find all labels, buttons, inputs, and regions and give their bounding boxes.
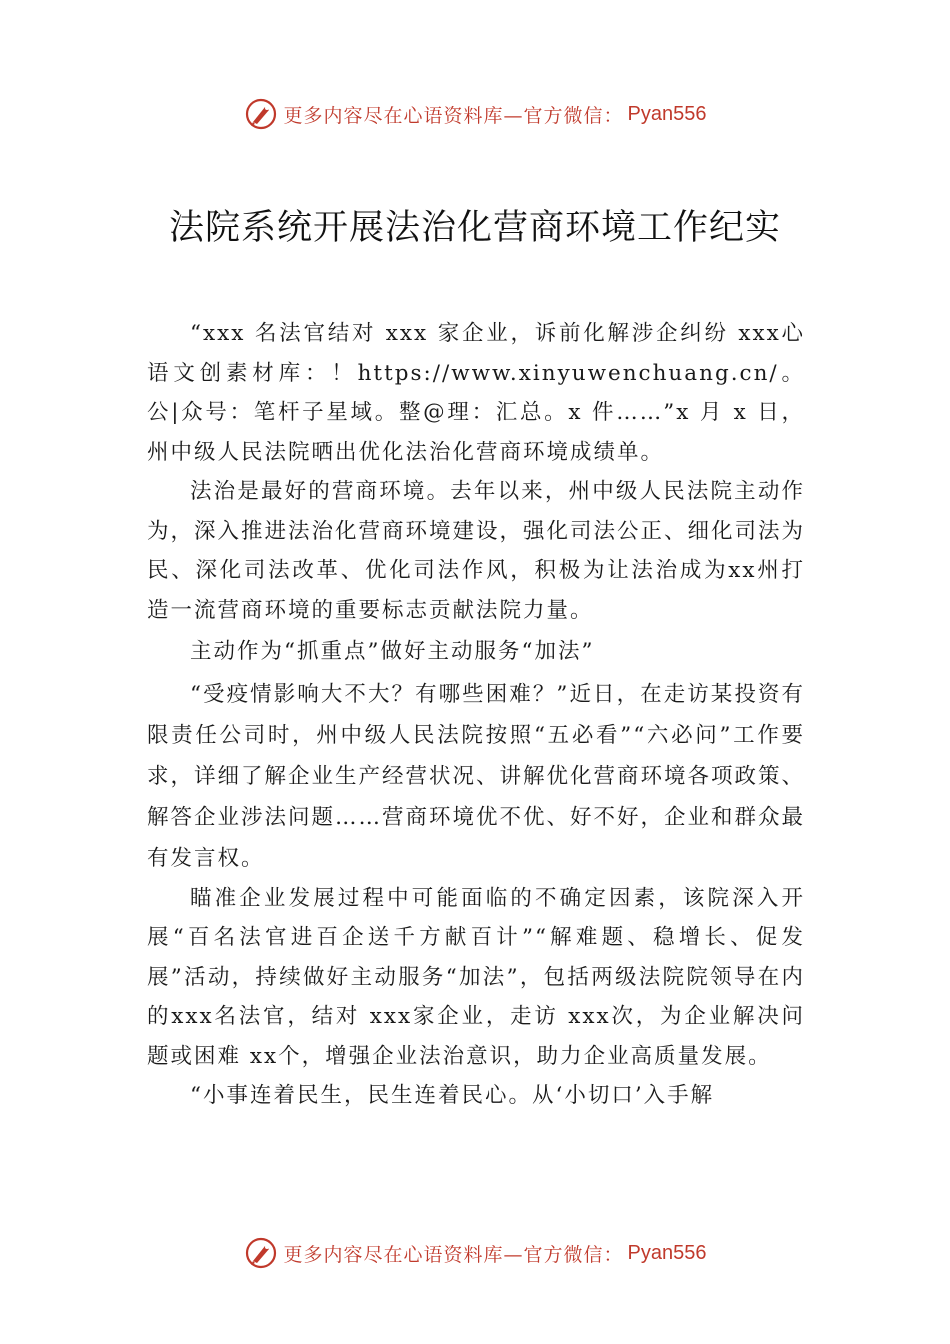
pen-nib-icon (244, 1236, 278, 1270)
watermark-account: Pyan556 (627, 102, 707, 125)
document-title: 法院系统开展法治化营商环境工作纪实 (168, 208, 781, 248)
section-heading: 主动作为“抓重点”做好主动服务“加法” (190, 639, 595, 664)
paragraph: “xxx 名法官结对 xxx 家企业，诉前化解涉企纠纷 xxx心语文创素材库：！https://www.xinyuwenchuang.cn/。公|众号：笔杆子星域。整@理：汇总。x 件……”x 月 x 日，州中级人民法院晒出优化法治化营商环境成绩单。 (147, 321, 805, 465)
watermark-account: Pyan556 (627, 1241, 707, 1264)
paragraph: 法治是最好的营商环境。去年以来，州中级人民法院主动作为，深入推进法治化营商环境建设，强化司法公正、细化司法为民、深化司法改革、优化司法作风，积极为让法治成为xx州打造一流营商环境的重要标志贡献法院力量。 (147, 479, 806, 623)
watermark-text: 更多内容尽在心语资料库—官方微信： (283, 104, 624, 127)
paragraph: “小事连着民生，民生连着民心。从‘小切口’入手解 (190, 1083, 715, 1108)
document-body (147, 314, 805, 1116)
footer-watermark (0, 1231, 950, 1275)
pen-nib-icon (244, 97, 278, 131)
header-watermark (0, 92, 950, 136)
paragraph: “受疫情影响大不大？有哪些困难？”近日，在走访某投资有限责任公司时，州中级人民法院按照“五必看”“六必问”工作要求，详细了解企业生产经营状况、讲解优化营商环境各项政策、解答企业涉法问题……营商环境优不优、好不好，企业和群众最有发言权。 (147, 681, 806, 871)
watermark-text: 更多内容尽在心语资料库—官方微信： (283, 1243, 624, 1266)
paragraph: 瞄准企业发展过程中可能面临的不确定因素，该院深入开展“百名法官进百企送千方献百计”“解难题、稳增长、促发展”活动，持续做好主动服务“加法”，包括两级法院院领导在内的xxx名法官，结对 xxx家企业，走访 xxx次，为企业解决问题或困难 xx个，增强企业法治意识，助力企业高质量发展。 (147, 885, 805, 1069)
